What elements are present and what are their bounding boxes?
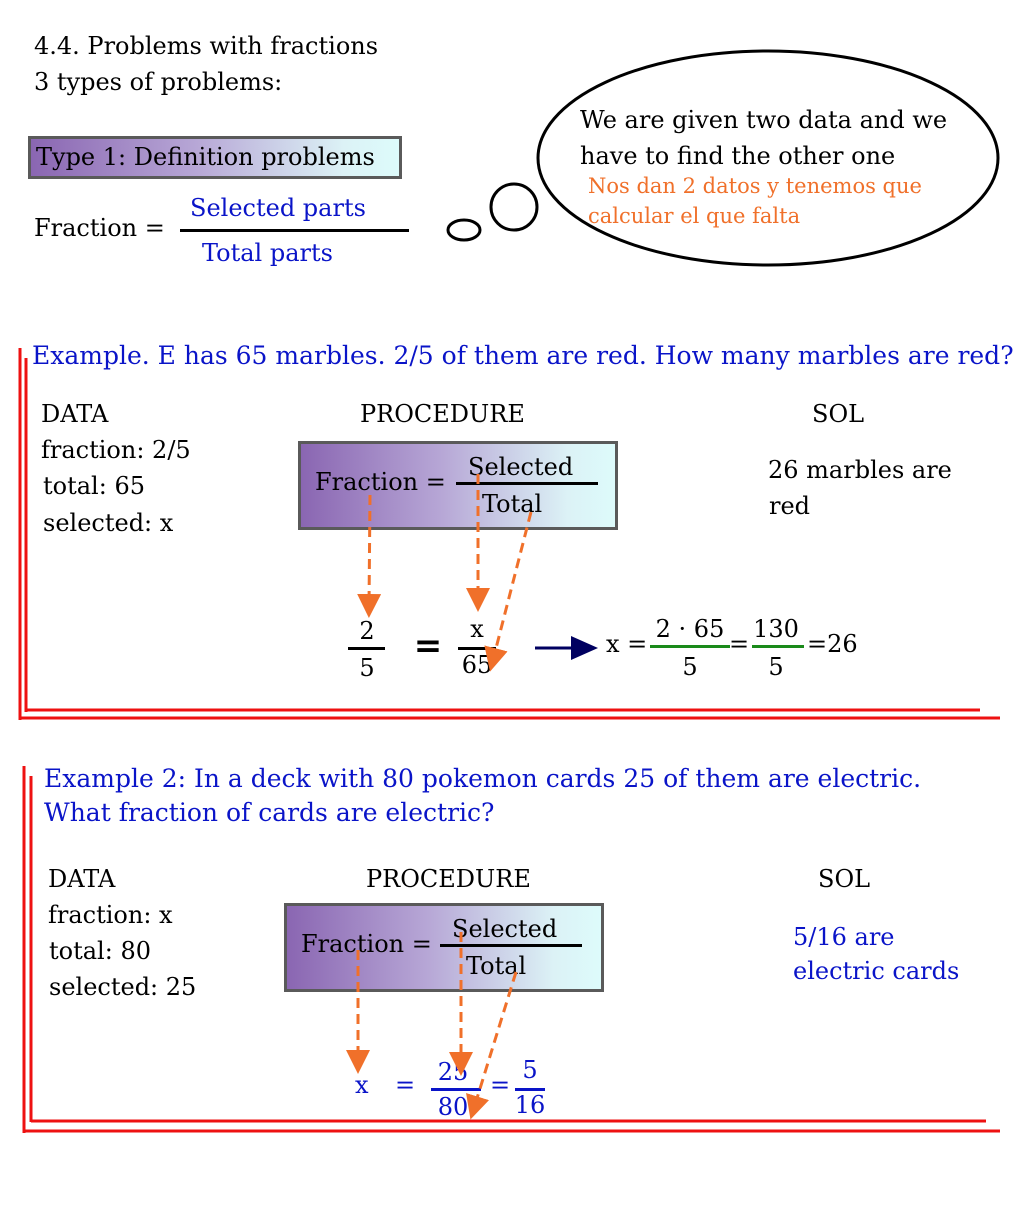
bubble-english-line1: We are given two data and we [580, 106, 948, 134]
example1-eq-den1: 5 [359, 654, 375, 682]
example1-calc-num2: 130 [753, 615, 799, 643]
thought-bubble-medium [491, 184, 537, 230]
example1-data-fraction: fraction: 2/5 [41, 436, 191, 464]
example1-eq-bar1 [348, 647, 385, 650]
example1-eq-num1: 2 [359, 617, 375, 645]
example2-statement-line2: What fraction of cards are electric? [44, 798, 495, 827]
example1-box-label: Fraction = [315, 468, 446, 496]
example2-formula-box [284, 903, 604, 992]
example1-formula-box [298, 441, 618, 530]
type1-box [28, 136, 402, 179]
example2-data-selected: selected: 25 [49, 973, 197, 1001]
example1-statement: Example. E has 65 marbles. 2/5 of them are red. How many marbles are red? [32, 341, 1014, 370]
example2-box-numerator: Selected [452, 915, 558, 943]
example1-box-denominator: Total [482, 490, 543, 518]
page-subtitle: 3 types of problems: [34, 68, 283, 96]
example1-calc-den1: 5 [682, 653, 698, 681]
bubble-spanish-line1: Nos dan 2 datos y tenemos que [588, 174, 922, 198]
example1-box-bar [456, 482, 598, 485]
definition-fraction-label: Fraction = [34, 214, 165, 242]
example2-eq-den2: 16 [514, 1091, 546, 1119]
example1-procedure-heading: PROCEDURE [360, 400, 525, 428]
example2-eq-equals: = [395, 1071, 416, 1099]
example1-data-selected: selected: x [43, 509, 174, 537]
example1-data-total: total: 65 [43, 472, 145, 500]
example1-data-heading: DATA [41, 400, 109, 428]
example1-calc-result: =26 [807, 630, 858, 658]
page-title: 4.4. Problems with fractions [34, 32, 379, 60]
example2-box-bar [440, 944, 582, 947]
example2-sol-line2: electric cards [793, 957, 960, 985]
definition-fraction-bar [180, 229, 409, 232]
example1-eq-den2: 65 [461, 651, 493, 679]
example1-sol-line2: red [769, 492, 811, 520]
example1-calc-bar2 [752, 645, 804, 648]
definition-denominator: Total parts [202, 239, 333, 267]
example2-eq-num1: 25 [437, 1058, 469, 1086]
example1-sol-heading: SOL [812, 400, 865, 428]
example1-calc-prefix: x = [606, 630, 648, 658]
example2-data-fraction: fraction: x [48, 901, 173, 929]
example2-sol-heading: SOL [818, 865, 871, 893]
thought-bubble-small [448, 220, 480, 240]
bubble-english-line2: have to find the other one [580, 142, 896, 170]
example2-eq-den1: 80 [437, 1093, 469, 1121]
example2-box-label: Fraction = [301, 930, 432, 958]
example1-sol-line1: 26 marbles are [768, 456, 952, 484]
example1-calc-eq: = [729, 630, 750, 658]
example2-eq-equals2: = [490, 1071, 511, 1099]
example2-eq-num2: 5 [522, 1056, 538, 1084]
example2-box-denominator: Total [466, 952, 527, 980]
example1-eq-equals: = [413, 626, 443, 666]
example2-sol-line1: 5/16 are [793, 923, 895, 951]
definition-numerator: Selected parts [190, 194, 366, 222]
example2-eq-x: x [355, 1071, 369, 1099]
example2-data-heading: DATA [48, 865, 116, 893]
example2-data-total: total: 80 [49, 937, 151, 965]
example2-eq-bar1 [431, 1088, 481, 1091]
example2-statement-line1: Example 2: In a deck with 80 pokemon cards 25 of them are electric. [44, 764, 922, 793]
example1-calc-den2: 5 [768, 653, 784, 681]
example1-eq-bar2 [458, 647, 496, 650]
example1-calc-num1: 2 · 65 [655, 615, 725, 643]
example1-eq-num2: x [470, 615, 484, 643]
bubble-spanish-line2: calcular el que falta [588, 204, 801, 228]
example1-calc-bar1 [650, 645, 730, 648]
example2-procedure-heading: PROCEDURE [366, 865, 531, 893]
type1-label: Type 1: Definition problems [36, 143, 375, 171]
example1-box-numerator: Selected [468, 453, 574, 481]
